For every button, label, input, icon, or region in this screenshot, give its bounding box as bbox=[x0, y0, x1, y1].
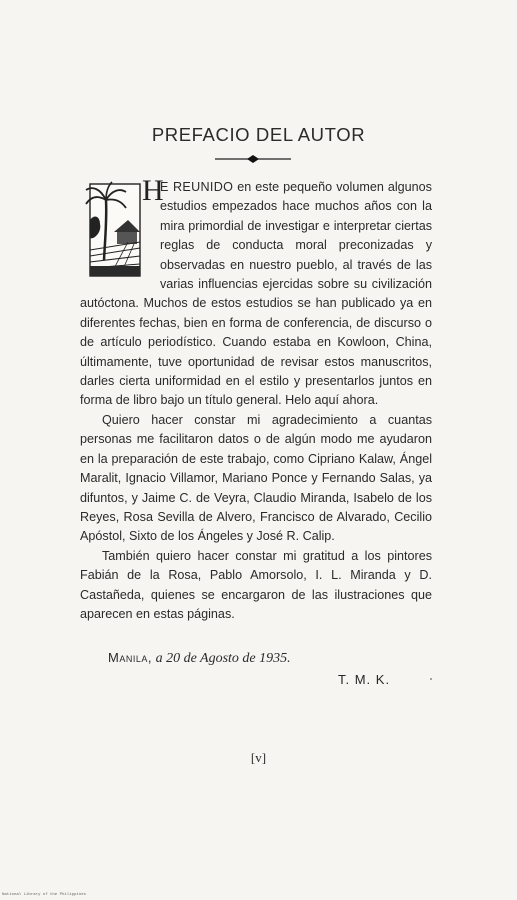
paragraph-lead: E REUNIDO bbox=[160, 180, 234, 194]
diamond-rule-ornament-icon bbox=[213, 153, 293, 165]
dateline-city: Manila, bbox=[108, 650, 152, 665]
dropcap bbox=[80, 174, 164, 280]
page-title: PREFACIO DEL AUTOR bbox=[151, 124, 366, 145]
preface-body bbox=[80, 174, 432, 624]
paragraph-text: en este pequeño volumen algunos estudios empezados hace muchos años con la mira primordial de investigar e interpretar ciertas reglas de conducta moral preconizadas y observadas en nuestro pueblo, al través de las varias influencias ejercidas sobre su civilización autóctona. Muchos de estos estudios se han publicado ya en diferentes fechas, bien en forma de conferencia, de discurso o de artículo periodístico. Cuando estaba en Kowloon, China, últimamente, tuve oportunidad de revisar estos manuscritos, darles cierta uniformidad en el estilo y presentarlos juntos en forma de libro bajo un título general. Helo aquí ahora. bbox=[80, 180, 432, 408]
print-speck bbox=[430, 678, 432, 680]
page-number: [v] bbox=[250, 750, 267, 765]
dateline bbox=[108, 650, 291, 667]
paragraph-3: También quiero hacer constar mi gratitud a los pintores Fabián de la Rosa, Pablo Amorsolo, I. L. Miranda y D. Castañeda, quienes se encargaron de las ilustraciones que aparecen en estas páginas. bbox=[80, 548, 432, 621]
dropcap-letter: H bbox=[142, 174, 164, 207]
paragraph-2: Quiero hacer constar mi agradecimiento a cuantas personas me facilitaron datos o de algún modo me ayudaron en la preparación de este trabajo, como Cipriano Kalaw, Ángel Maralit, Ignacio Villamor, Mariano Ponce y Fernando Salas, ya difuntos, y Jaime C. de Veyra, Claudio Miranda, Isabelo de los Reyes, Rosa Sevilla de Alvero, Francisco de Alvarado, Cecilio Apóstol, Sixto de los Ángeles y José R. Calip. bbox=[80, 412, 432, 544]
author-initials: T. M. K. bbox=[338, 672, 391, 687]
rural-landscape-vignette-icon bbox=[80, 180, 142, 278]
scan-footer-stamp: National Library of the Philippines bbox=[2, 893, 87, 897]
dateline-date: a 20 de Agosto de 1935. bbox=[155, 651, 291, 666]
